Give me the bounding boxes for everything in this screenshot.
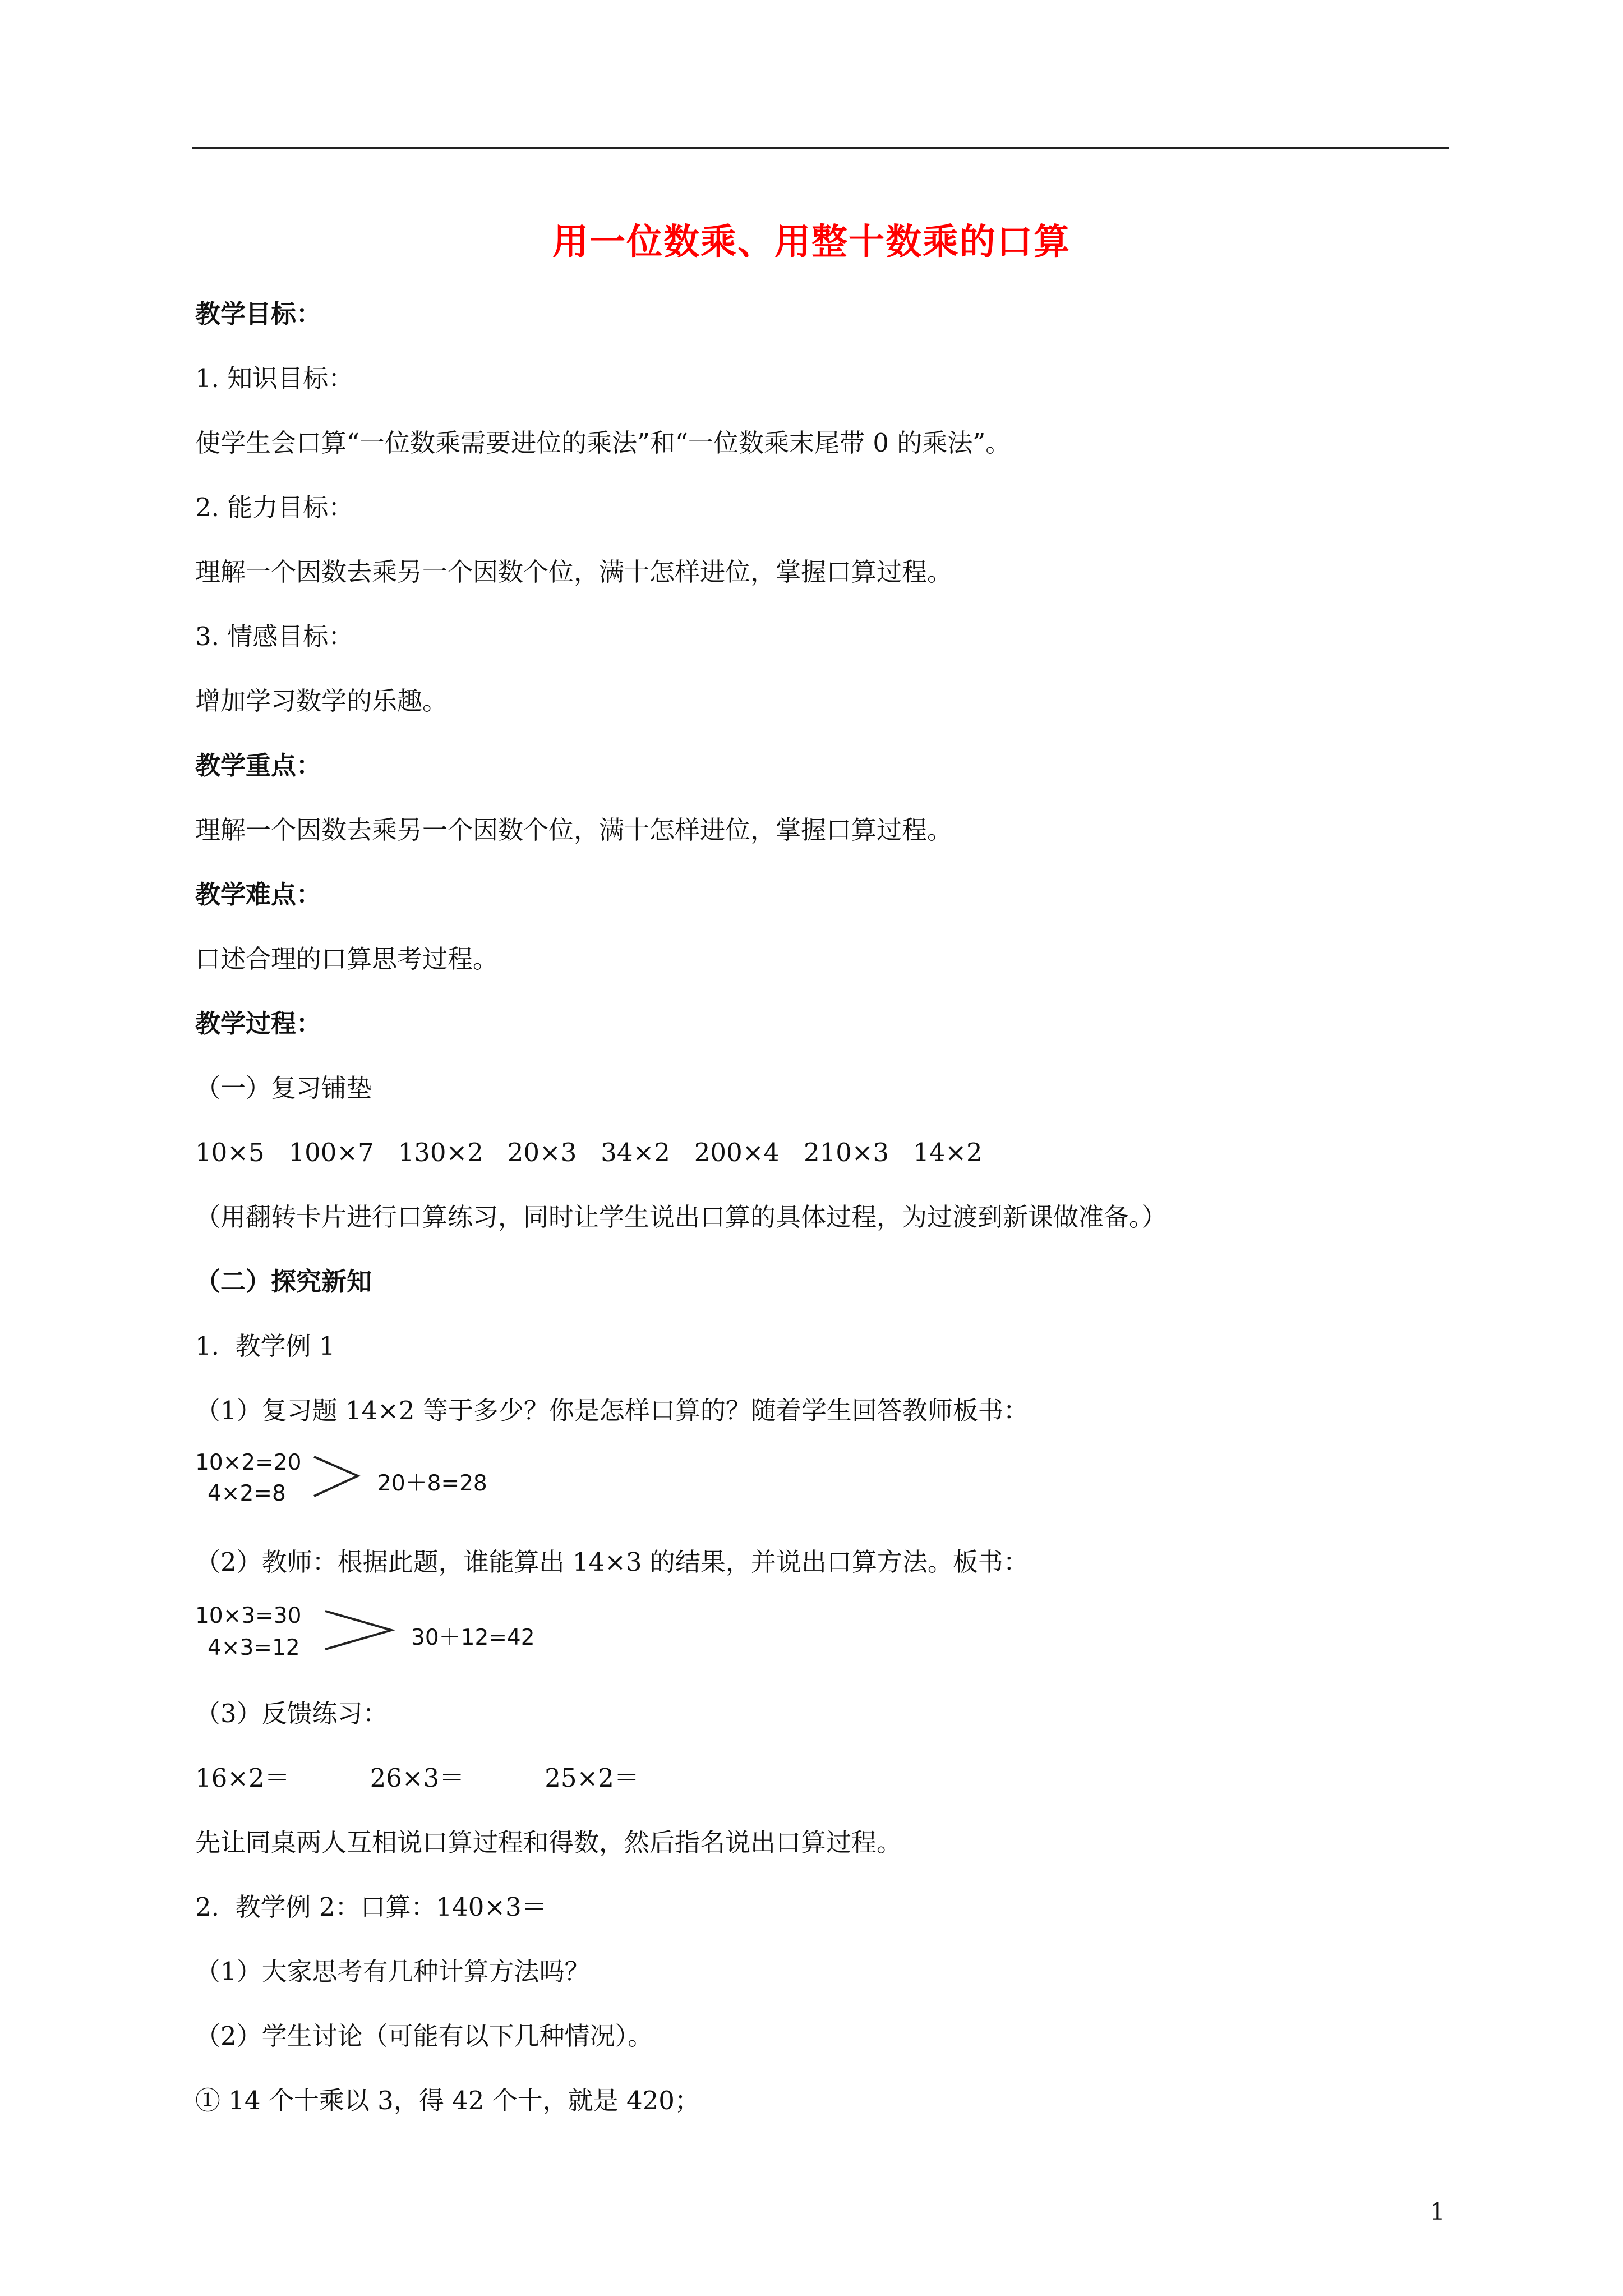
fig2-result: 30＋12=42 [411, 1625, 535, 1650]
section-1-heading: （一）复习铺垫 [195, 1073, 372, 1103]
example-2-step-2: （2）学生讨论（可能有以下几种情况）。 [195, 2021, 653, 2051]
goals-heading: 教学目标： [195, 299, 322, 329]
example-1-heading: 1. 教学例 1 [195, 1331, 335, 1361]
fig2-top-equation: 10×3=30 [195, 1603, 302, 1628]
header-rule [192, 147, 1449, 149]
practice-note: 先让同桌两人互相说口算过程和得数，然后指名说出口算过程。 [195, 1828, 902, 1857]
fig1-bottom-equation: 4×2=8 [208, 1481, 286, 1506]
page-number: 1 [1430, 2198, 1445, 2225]
document-title: 用一位数乘、用整十数乘的口算 [552, 222, 1071, 263]
section-2-heading: （二）探究新知 [195, 1267, 372, 1296]
fig2-bottom-equation: 4×3=12 [208, 1635, 300, 1660]
fig1-merge-arrow [314, 1456, 365, 1501]
key-points-heading: 教学重点： [195, 751, 322, 780]
difficulties-text: 口述合理的口算思考过程。 [195, 944, 499, 974]
example-2-heading: 2. 教学例 2：口算：140×3＝ [195, 1892, 547, 1922]
example-1-step-3: （3）反馈练习： [195, 1699, 388, 1728]
goal-3-label: 3. 情感目标： [195, 622, 354, 651]
process-heading: 教学过程： [195, 1009, 322, 1038]
example-2-step-1: （1）大家思考有几种计算方法吗？ [195, 1957, 590, 1986]
goal-1-text: 使学生会口算“一位数乘需要进位的乘法”和“一位数乘末尾带 0 的乘法”。 [195, 428, 1011, 458]
practice-problems: 16×2＝ 26×3＝ 25×2＝ [195, 1763, 639, 1793]
goal-3-text: 增加学习数学的乐趣。 [195, 686, 448, 716]
fig1-result: 20＋8=28 [377, 1471, 487, 1496]
drill-problems: 10×5 100×7 130×2 20×3 34×2 200×4 210×3 14×2 [195, 1138, 983, 1167]
example-1-step-2: （2）教师：根据此题，谁能算出 14×3 的结果，并说出口算方法。板书： [195, 1547, 1029, 1577]
example-2-method-1: ① 14 个十乘以 3，得 42 个十，就是 420； [195, 2086, 700, 2115]
example-1-step-1: （1）复习题 14×2 等于多少？你是怎样口算的？随着学生回答教师板书： [195, 1396, 1029, 1425]
goal-2-text: 理解一个因数去乘另一个因数个位，满十怎样进位，掌握口算过程。 [195, 557, 953, 587]
fig1-top-equation: 10×2=20 [195, 1450, 302, 1475]
fig2-merge-arrow [325, 1609, 398, 1654]
key-points-text: 理解一个因数去乘另一个因数个位，满十怎样进位，掌握口算过程。 [195, 815, 953, 845]
drill-note: （用翻转卡片进行口算练习，同时让学生说出口算的具体过程，为过渡到新课做准备。） [195, 1202, 1167, 1232]
difficulties-heading: 教学难点： [195, 880, 322, 909]
goal-1-label: 1. 知识目标： [195, 364, 354, 393]
goal-2-label: 2. 能力目标： [195, 493, 354, 522]
